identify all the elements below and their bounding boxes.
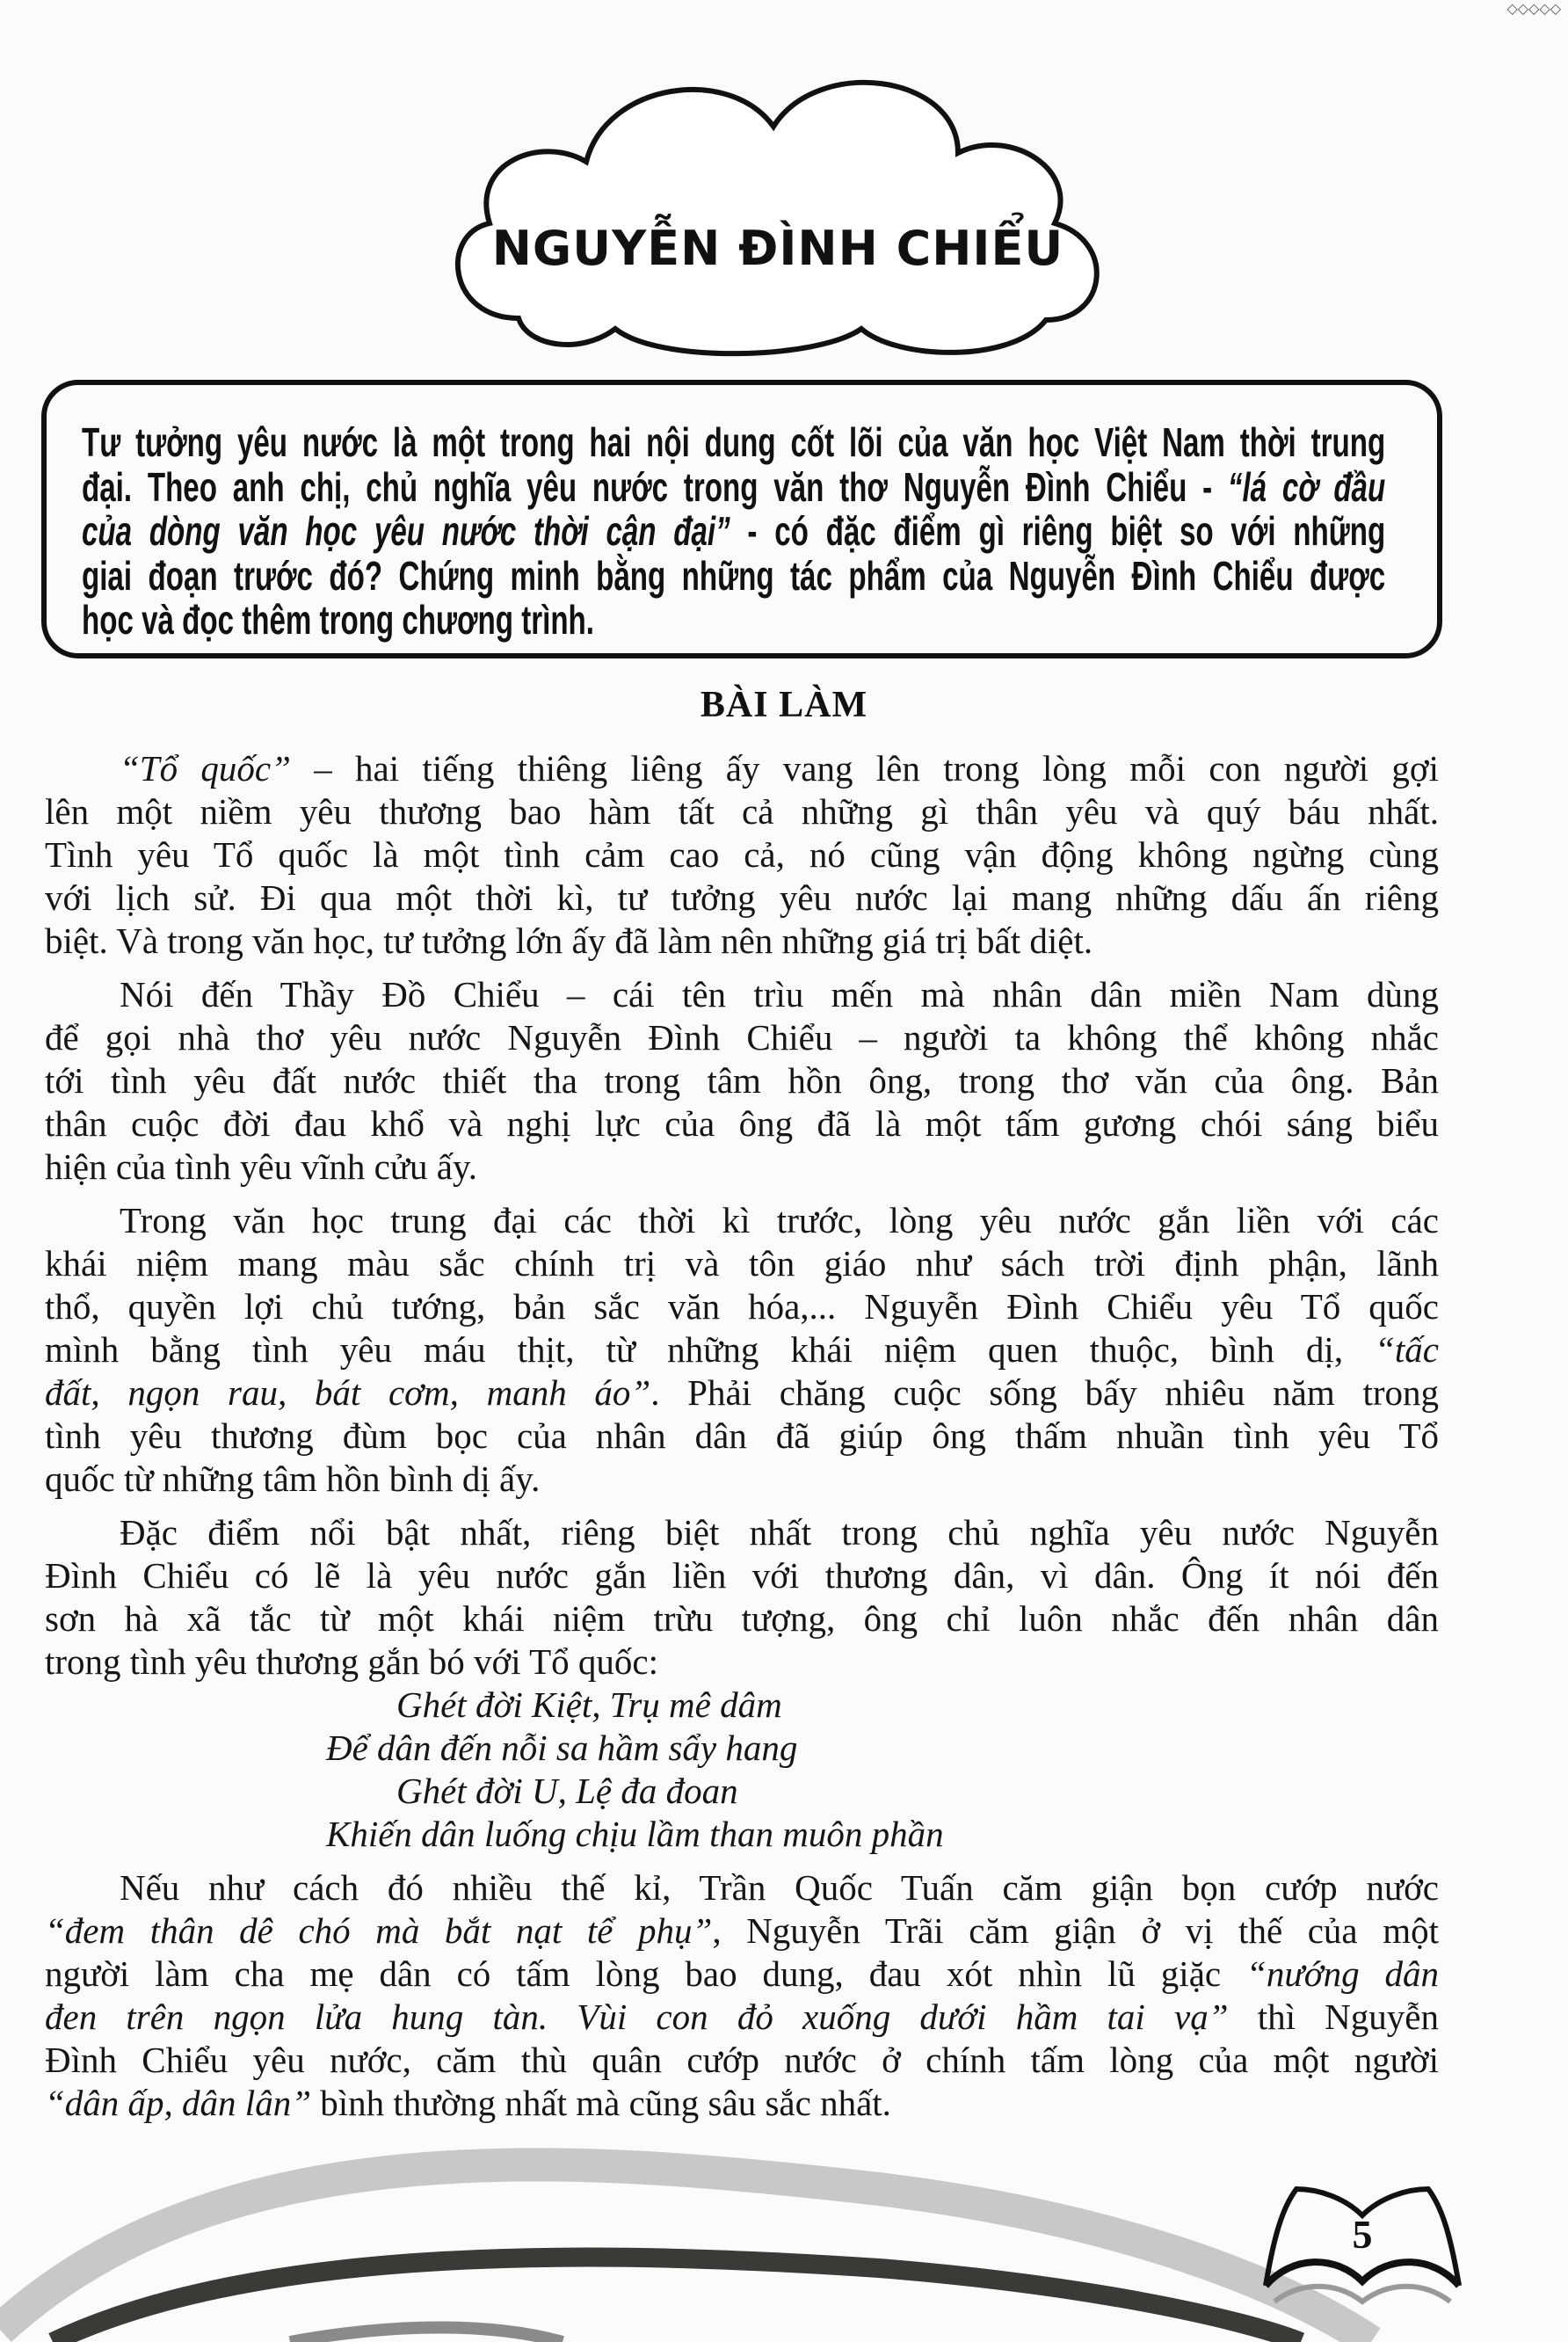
text-segment: thổ, quyền lợi chủ tướng, bản sắc văn hóa,... Nguyễn Đình Chiểu yêu Tổ quốc <box>45 1286 1439 1327</box>
section-heading: BÀI LÀM <box>700 685 868 725</box>
text-line <box>45 1242 1439 1285</box>
text-segment: giai đoạn trước đó? Chứng minh bằng những tác phẩm của Nguyễn Đình Chiểu được <box>82 552 1386 599</box>
italic-quote: đất, ngọn rau, bát cơm, manh áo” <box>45 1372 651 1413</box>
text-line <box>45 833 1439 876</box>
question-line <box>82 598 1385 642</box>
italic-quote: của dòng văn học yêu nước thời cận đại” <box>82 508 730 554</box>
text-segment: mình bằng tình yêu máu thịt, từ những khái niệm quen thuộc, bình dị, <box>45 1329 1376 1370</box>
text-line <box>45 747 1439 790</box>
text-segment: học và đọc thêm trong chương trình. <box>82 597 594 643</box>
text-line <box>45 973 1439 1016</box>
text-segment: , Nguyễn Trãi căm giận ở vị thế của một <box>712 1910 1439 1951</box>
text-line <box>45 1996 1439 2039</box>
text-segment: biệt. Và trong văn học, tư tưởng lớn ấy đã làm nên những giá trị bất diệt. <box>45 920 1093 961</box>
italic-quote: đen trên ngọn lửa hung tàn. Vùi con đỏ xuống dưới hầm tai vạ” <box>45 1997 1229 2037</box>
text-line <box>45 1415 1439 1458</box>
text-segment: tới tình yêu đất nước thiết tha trong tâm hồn ông, trong thơ văn của ông. Bản <box>45 1060 1439 1101</box>
text-line <box>45 1597 1439 1640</box>
text-line <box>45 1640 1439 1684</box>
text-segment: . Phải chăng cuộc sống bấy nhiêu năm trong <box>650 1372 1439 1413</box>
text-segment: Đặc điểm nổi bật nhất, riêng biệt nhất trong chủ nghĩa yêu nước Nguyễn <box>120 1512 1439 1553</box>
text-segment: khái niệm mang màu sắc chính trị và tôn giáo như sách trời định phận, lãnh <box>45 1243 1439 1284</box>
text-segment: với lịch sử. Đi qua một thời kì, tư tưởng yêu nước lại mang những dấu ấn riêng <box>45 877 1439 918</box>
chapter-title: NGUYỄN ĐÌNH CHIỂU <box>491 221 1064 276</box>
text-line <box>45 790 1439 833</box>
text-line <box>45 1285 1439 1328</box>
question-line <box>82 420 1385 464</box>
italic-quote: “nướng dân <box>1246 1953 1440 1994</box>
text-segment: quốc từ những tâm hồn bình dị ấy. <box>45 1458 541 1499</box>
text-line <box>45 1953 1439 1996</box>
text-line <box>45 1371 1439 1415</box>
paragraph <box>45 973 1439 1189</box>
corner-ornament: ◇◇◇◇◇ <box>1506 0 1561 17</box>
italic-quote: “Tổ quốc” <box>120 748 291 789</box>
text-segment: hiện của tình yêu vĩnh cửu ấy. <box>45 1146 478 1187</box>
text-segment: bình thường nhất mà cũng sâu sắc nhất. <box>311 2083 891 2123</box>
text-line <box>45 1511 1439 1554</box>
italic-quote: “đem thân dê chó mà bắt nạt tể phụ” <box>45 1910 713 1951</box>
footer-arcs-decoration <box>0 2092 1568 2342</box>
text-segment: Nếu như cách đó nhiều thế kỉ, Trần Quốc Tuấn căm giận bọn cướp nước <box>120 1867 1439 1908</box>
text-line <box>45 1909 1439 1953</box>
essay-body <box>45 737 1439 2125</box>
text-line <box>45 2039 1439 2082</box>
text-segment: – hai tiếng thiêng liêng ấy vang lên trong lòng mỗi con người gợi <box>290 748 1440 789</box>
text-line <box>45 1866 1439 1909</box>
poem-line: Ghét đời U, Lệ đa đoan <box>396 1771 738 1811</box>
poem-line: Ghét đời Kiệt, Trụ mê dâm <box>396 1684 782 1725</box>
text-segment: người làm cha mẹ dân có tấm lòng bao dung, đau xót nhìn lũ giặc <box>45 1953 1247 1994</box>
text-line <box>45 1102 1439 1146</box>
question-line <box>82 509 1385 553</box>
question-line <box>82 465 1385 509</box>
italic-quote: “lá cờ đầu <box>1227 463 1386 510</box>
text-segment: thì Nguyễn <box>1228 1997 1439 2037</box>
text-segment: Đình Chiểu yêu nước, căm thù quân cướp nước ở chính tấm lòng của một người <box>45 2040 1439 2080</box>
poem-line: Khiến dân luống chịu lầm than muôn phần <box>326 1814 944 1854</box>
text-segment: - có đặc điểm gì riêng biệt so với những <box>730 508 1386 554</box>
text-line <box>45 920 1439 963</box>
italic-quote: “tấc <box>1375 1329 1439 1370</box>
text-line <box>45 876 1439 920</box>
italic-quote: “dân ấp, dân lân” <box>45 2083 311 2123</box>
text-line <box>45 1059 1439 1102</box>
text-segment: sơn hà xã tắc từ một khái niệm trừu tượng, ông chỉ luôn nhắc đến nhân dân <box>45 1598 1439 1639</box>
text-segment: Nói đến Thầy Đồ Chiểu – cái tên trìu mến mà nhân dân miền Nam dùng <box>120 974 1439 1015</box>
text-segment: trong tình yêu thương gắn bó với Tổ quốc: <box>45 1641 658 1682</box>
text-segment: lên một niềm yêu thương bao hàm tất cả những gì thân yêu và quý báu nhất. <box>45 791 1439 832</box>
text-line <box>45 1016 1439 1059</box>
text-segment: Tình yêu Tổ quốc là một tình cảm cao cả, nó cũng vận động không ngừng cùng <box>45 834 1439 875</box>
page-number: 5 <box>1352 2212 1373 2257</box>
text-line <box>45 1328 1439 1371</box>
text-line <box>45 1554 1439 1597</box>
text-segment: để gọi nhà thơ yêu nước Nguyễn Đình Chiểu – người ta không thể không nhắc <box>45 1017 1439 1058</box>
text-segment: thân cuộc đời đau khổ và nghị lực của ông đã là một tấm gương chói sáng biểu <box>45 1103 1439 1144</box>
question-line <box>82 554 1385 598</box>
text-segment: Trong văn học trung đại các thời kì trước, lòng yêu nước gắn liền với các <box>120 1200 1439 1240</box>
poem-line: Để dân đến nỗi sa hầm sẩy hang <box>326 1727 798 1768</box>
text-segment: tình yêu thương đùm bọc của nhân dân đã giúp ông thấm nhuần tình yêu Tổ <box>45 1415 1439 1456</box>
paragraph <box>45 1866 1439 2125</box>
text-line <box>45 1199 1439 1242</box>
text-line <box>45 1458 1439 1501</box>
paragraph <box>45 747 1439 963</box>
text-segment: Đình Chiểu có lẽ là yêu nước gắn liền với thương dân, vì dân. Ông ít nói đến <box>45 1555 1439 1596</box>
poem-quote <box>45 1684 1439 1856</box>
text-line <box>45 1146 1439 1189</box>
paragraph <box>45 1199 1439 1501</box>
paragraph <box>45 1511 1439 1684</box>
text-segment: đại. Theo anh chị, chủ nghĩa yêu nước trong văn thơ Nguyễn Đình Chiểu - <box>82 463 1228 510</box>
title-cloud-frame <box>435 55 1121 371</box>
text-segment: Tư tưởng yêu nước là một trong hai nội dung cốt lõi của văn học Việt Nam thời trung <box>82 419 1386 465</box>
